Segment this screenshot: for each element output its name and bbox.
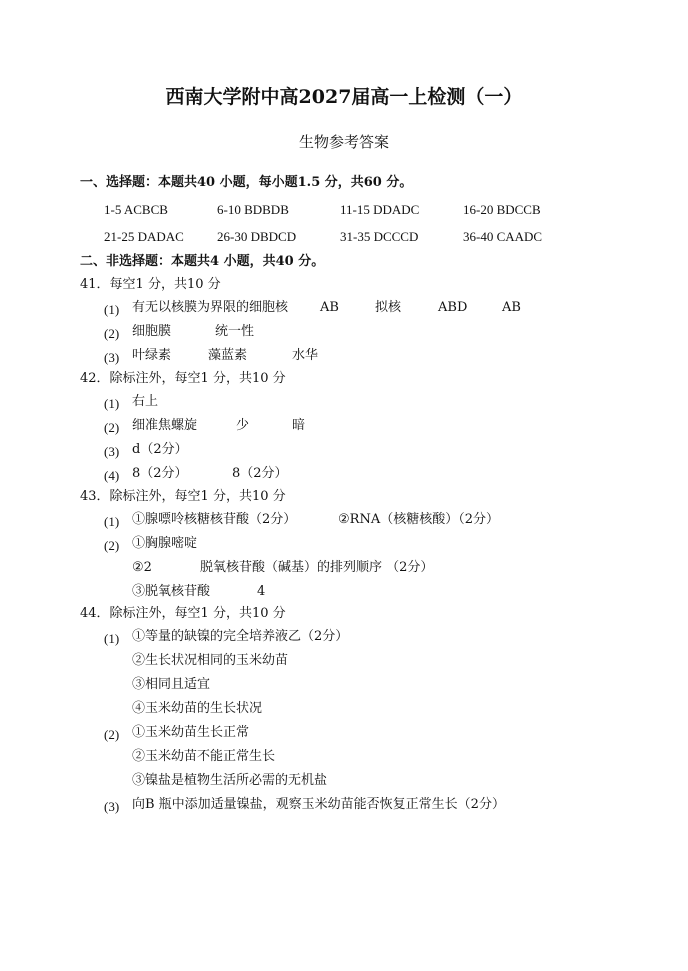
answer-text: ①等量的缺镍的完全培养液乙（2分） xyxy=(132,629,349,644)
mc-answer: 6-10 BDBDB xyxy=(217,202,289,217)
answer-text: 有无以核膜为界限的细胞核 xyxy=(132,300,289,315)
answer-text: 脱氧核苷酸（碱基）的排列顺序 （2分） xyxy=(200,560,434,575)
answer-text: ②玉米幼苗不能正常生长 xyxy=(132,749,276,764)
part-label: (1) xyxy=(104,631,120,646)
q44-header: 44．除标注外，每空1 分，共10 分 xyxy=(80,606,286,621)
answer-text: ②生长状况相同的玉米幼苗 xyxy=(132,653,289,668)
q41-header: 41．每空1 分，共10 分 xyxy=(80,277,221,292)
part-label: (3) xyxy=(104,350,120,365)
answer-text: 统一性 xyxy=(215,324,255,339)
part-label: (3) xyxy=(104,799,120,814)
answer-text: ③镍盐是植物生活所必需的无机盐 xyxy=(132,773,328,788)
answer-text: 少 xyxy=(236,418,250,433)
answer-text: 暗 xyxy=(292,418,306,433)
part-label: (2) xyxy=(104,326,120,341)
answer-text: ABD xyxy=(438,300,468,315)
page-title: 西南大学附中高2027届高一上检测（一） xyxy=(165,86,523,108)
part-label: (2) xyxy=(104,538,120,553)
answer-text: 叶绿素 xyxy=(132,348,172,363)
answer-text: AB xyxy=(320,300,339,315)
part-label: (2) xyxy=(104,727,120,742)
mc-answer: 16-20 BDCCB xyxy=(463,202,541,217)
mc-answer: 26-30 DBDCD xyxy=(217,229,297,244)
section1-heading: 一、选择题：本题共40 小题，每小题1.5 分，共60 分。 xyxy=(80,175,413,190)
answer-text: 4 xyxy=(257,584,266,599)
answer-text: 8（2分） xyxy=(132,466,188,481)
answer-text: 向B 瓶中添加适量镍盐，观察玉米幼苗能否恢复正常生长（2分） xyxy=(132,797,505,812)
part-label: (3) xyxy=(104,444,120,459)
section2-heading: 二、非选择题：本题共4 小题，共40 分。 xyxy=(80,254,325,269)
answer-text: d（2分） xyxy=(132,442,188,457)
part-label: (1) xyxy=(104,302,120,317)
answer-text: 水华 xyxy=(292,348,319,363)
answer-text: ②2 xyxy=(132,560,152,575)
answer-text: ①腺嘌呤核糖核苷酸（2分） xyxy=(132,512,297,527)
answer-text: 藻蓝素 xyxy=(208,348,248,363)
answer-text: ③相同且适宜 xyxy=(132,677,211,692)
q42-header: 42．除标注外，每空1 分，共10 分 xyxy=(80,371,286,386)
part-label: (2) xyxy=(104,420,120,435)
part-label: (1) xyxy=(104,514,120,529)
answer-text: ③脱氧核苷酸 xyxy=(132,584,211,599)
answer-text: ①胸腺嘧啶 xyxy=(132,536,198,551)
page-subtitle: 生物参考答案 xyxy=(298,133,389,151)
part-label: (1) xyxy=(104,396,120,411)
mc-answer: 21-25 DADAC xyxy=(104,229,184,244)
mc-answer: 36-40 CAADC xyxy=(463,229,543,244)
mc-answer: 1-5 ACBCB xyxy=(104,202,168,217)
mc-answer: 11-15 DDADC xyxy=(340,202,420,217)
answer-text: 拟核 xyxy=(375,300,402,315)
part-label: (4) xyxy=(104,468,120,483)
mc-answer: 31-35 DCCCD xyxy=(340,229,419,244)
q43-header: 43．除标注外，每空1 分，共10 分 xyxy=(80,489,286,504)
answer-text: 细胞膜 xyxy=(132,324,172,339)
answer-text: ④玉米幼苗的生长状况 xyxy=(132,701,263,716)
answer-text: ②RNA（核糖核酸）（2分） xyxy=(338,512,499,527)
answer-text: 右上 xyxy=(132,394,159,409)
answer-text: 细准焦螺旋 xyxy=(132,418,198,433)
answer-text: 8（2分） xyxy=(232,466,288,481)
answer-text: AB xyxy=(502,300,521,315)
answer-text: ①玉米幼苗生长正常 xyxy=(132,725,250,740)
